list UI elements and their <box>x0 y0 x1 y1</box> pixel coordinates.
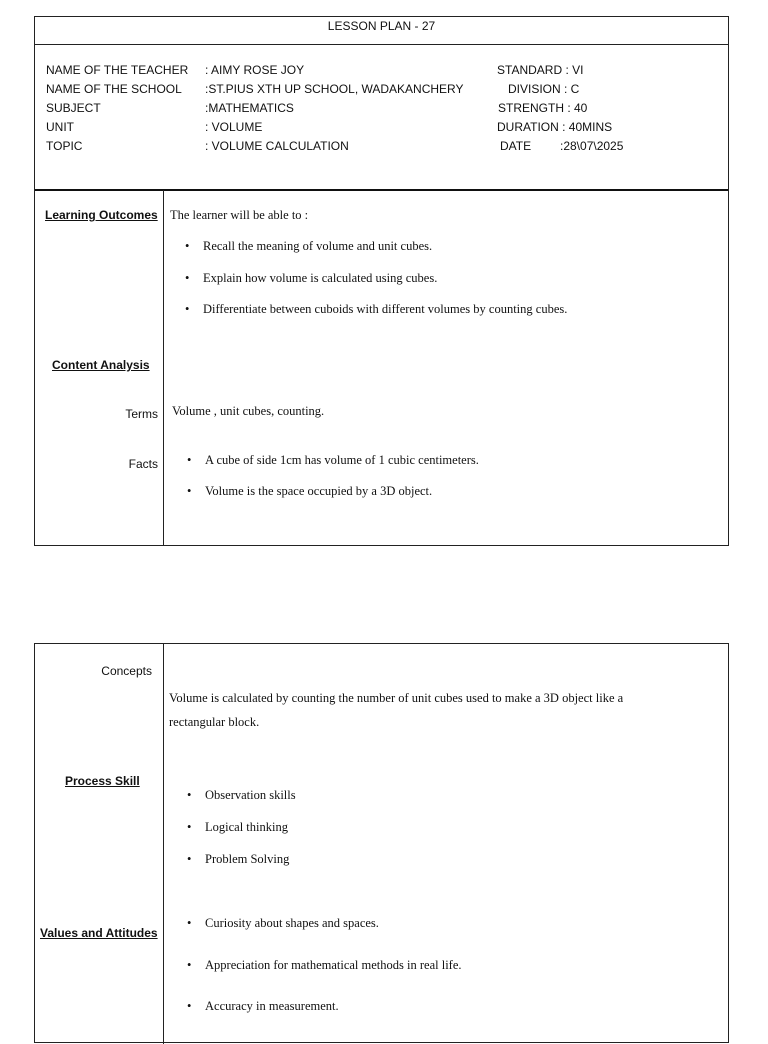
values-attitudes-label: Values and Attitudes <box>40 926 158 940</box>
lesson-plan-table-page1 <box>34 16 729 546</box>
subject-label: SUBJECT <box>46 101 101 115</box>
bullet-icon: • <box>187 788 192 802</box>
concepts-line-1: Volume is calculated by counting the number of unit cubes used to make a 3D object like a <box>169 691 624 705</box>
learning-outcomes-label: Learning Outcomes <box>45 208 158 222</box>
learning-item: • Recall the meaning of volume and unit cubes. <box>185 239 433 253</box>
terms-value: Volume , unit cubes, counting. <box>172 404 325 418</box>
topic-label: TOPIC <box>46 139 83 153</box>
title-divider <box>35 44 728 45</box>
duration-field: DURATION : 40MINS <box>497 120 613 134</box>
bullet-icon: • <box>185 239 190 253</box>
standard-field: STANDARD : VI <box>497 63 584 77</box>
bullet-icon: • <box>185 271 190 285</box>
bullet-icon: • <box>185 302 190 316</box>
content-analysis-label: Content Analysis <box>52 358 150 372</box>
learning-item: • Explain how volume is calculated using cubes. <box>185 271 438 285</box>
subject-value: :MATHEMATICS <box>205 101 294 115</box>
learning-item: • Differentiate between cuboids with different volumes by counting cubes. <box>185 302 568 316</box>
column-divider <box>163 190 164 545</box>
facts-label: Facts <box>128 457 158 471</box>
unit-label: UNIT <box>46 120 74 134</box>
value-item: • Accuracy in measurement. <box>187 999 339 1013</box>
topic-value: : VOLUME CALCULATION <box>205 139 349 153</box>
bullet-icon: • <box>187 484 192 498</box>
bullet-icon: • <box>187 958 192 972</box>
school-label: NAME OF THE SCHOOL <box>46 82 182 96</box>
process-item: • Logical thinking <box>187 820 288 834</box>
date-label: DATE <box>500 139 532 153</box>
school-value: :ST.PIUS XTH UP SCHOOL, WADAKANCHERY <box>205 82 464 96</box>
bullet-icon: • <box>187 999 192 1013</box>
process-skill-label: Process Skill <box>65 774 140 788</box>
bullet-icon: • <box>187 820 192 834</box>
column-divider <box>163 644 164 1044</box>
fact-item: • A cube of side 1cm has volume of 1 cubic centimeters. <box>187 453 479 467</box>
fact-item: • Volume is the space occupied by a 3D object. <box>187 484 433 498</box>
lesson-plan-title: LESSON PLAN - 27 <box>327 19 436 33</box>
learning-intro: The learner will be able to : <box>170 208 309 222</box>
value-item: • Appreciation for mathematical methods in real life. <box>187 958 462 972</box>
header-divider <box>35 189 728 191</box>
unit-value: : VOLUME <box>205 120 263 134</box>
value-item: • Curiosity about shapes and spaces. <box>187 916 379 930</box>
date-value: :28\07\2025 <box>560 139 624 153</box>
concepts-line-2: rectangular block. <box>169 715 260 729</box>
terms-label: Terms <box>125 407 158 421</box>
division-field: DIVISION : C <box>508 82 580 96</box>
bullet-icon: • <box>187 916 192 930</box>
process-item: • Observation skills <box>187 788 296 802</box>
teacher-value: : AIMY ROSE JOY <box>205 63 305 77</box>
bullet-icon: • <box>187 453 192 467</box>
process-item: • Problem Solving <box>187 852 290 866</box>
concepts-label: Concepts <box>101 664 152 678</box>
bullet-icon: • <box>187 852 192 866</box>
teacher-label: NAME OF THE TEACHER <box>46 63 189 77</box>
strength-field: STRENGTH : 40 <box>498 101 588 115</box>
lesson-plan-table-page2 <box>34 643 729 1043</box>
